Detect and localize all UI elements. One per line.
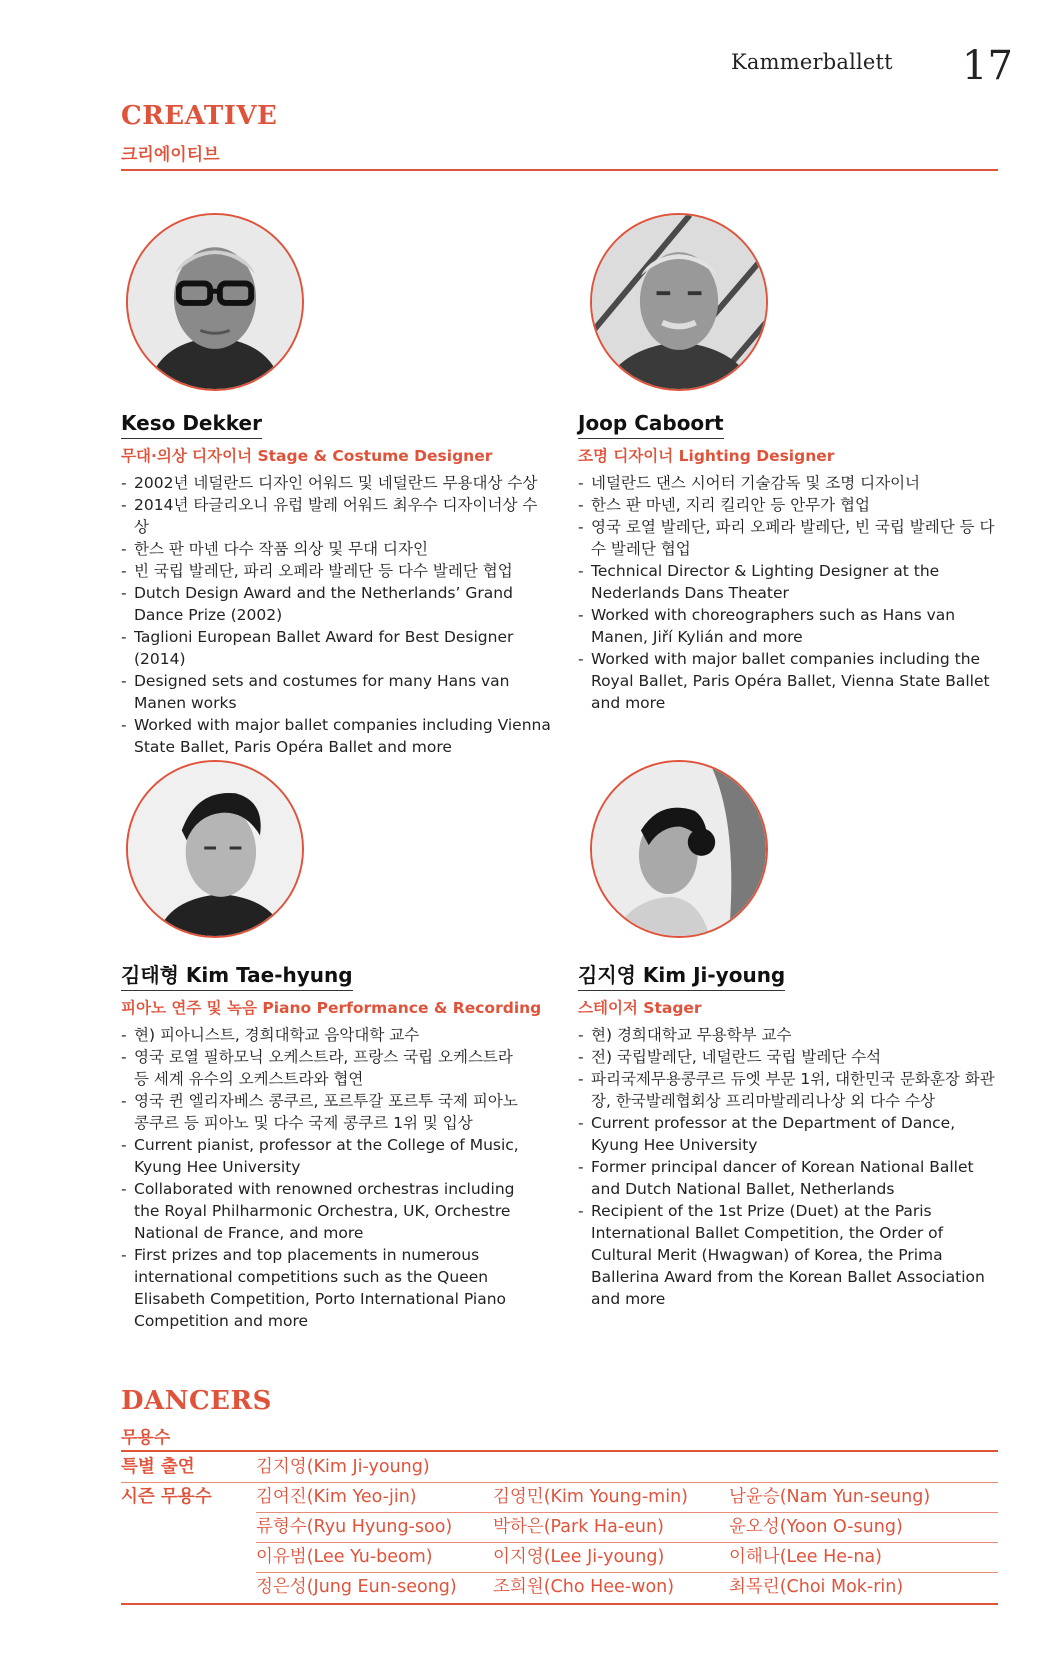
bio-item: - Collaborated with renowned orchestras including the Royal Philharmonic Orchestra, UK, Orchestre National de France, and more xyxy=(121,1178,521,1244)
person-bio-list xyxy=(121,1024,521,1332)
person-role: 스테이저 Stager xyxy=(578,999,702,1017)
dancer-name: 조희원(Cho Hee-won) xyxy=(493,1577,675,1597)
dancer-row-special xyxy=(121,1452,998,1482)
dancer-name: 최목린(Choi Mok-rin) xyxy=(729,1577,904,1597)
page-number: 17 xyxy=(962,43,1013,89)
bio-item: - Dutch Design Award and the Netherlands’ Grand Dance Prize (2002) xyxy=(121,582,551,626)
dancer-name: 김지영(Kim Ji-young) xyxy=(256,1457,430,1477)
bio-item: - 영국 로열 발레단, 파리 오페라 발레단, 빈 국립 발레단 등 다수 발레단 협업 xyxy=(578,516,1003,560)
person-bio-list xyxy=(121,472,551,758)
dancer-row-season-1 xyxy=(121,1482,998,1512)
person-bio-list xyxy=(578,472,1003,714)
person-name: Keso Dekker xyxy=(121,410,262,439)
bio-item: - 한스 판 마넨, 지리 킬리안 등 안무가 협업 xyxy=(578,494,1003,516)
kim-tae-hyung-portrait xyxy=(126,760,304,938)
dancers-title: DANCERS xyxy=(121,1386,272,1416)
person-name: 김태형 Kim Tae-hyung xyxy=(121,962,353,991)
person-kim-tae-hyung xyxy=(121,962,551,1332)
person-name: 김지영 Kim Ji-young xyxy=(578,962,785,991)
keso-dekker-portrait xyxy=(126,213,304,391)
bio-item: - Current pianist, professor at the College of Music, Kyung Hee University xyxy=(121,1134,521,1178)
bio-item: - 파리국제무용콩쿠르 듀엣 부문 1위, 대한민국 문화훈장 화관장, 한국발레협회상 프리마발레리나상 외 다수 수상 xyxy=(578,1068,1006,1112)
bio-item: - 현) 경희대학교 무용학부 교수 xyxy=(578,1024,1006,1046)
bio-item: - 한스 판 마넨 다수 작품 의상 및 무대 디자인 xyxy=(121,538,551,560)
bio-item: - 전) 국립발레단, 네덜란드 국립 발레단 수석 xyxy=(578,1046,1006,1068)
bio-item: - 현) 피아니스트, 경희대학교 음악대학 교수 xyxy=(121,1024,521,1046)
creative-rule xyxy=(121,169,998,171)
person-role: 피아노 연주 및 녹음 Piano Performance & Recording xyxy=(121,999,542,1017)
bio-item: - Former principal dancer of Korean National Ballet and Dutch National Ballet, Netherlands xyxy=(578,1156,1006,1200)
bio-item: - Worked with major ballet companies including the Royal Ballet, Paris Opéra Ballet, Vienna State Ballet and more xyxy=(578,648,1003,714)
bio-item: - 2002년 네덜란드 디자인 어워드 및 네덜란드 무용대상 수상 xyxy=(121,472,551,494)
dancer-row-label: 시즌 무용수 xyxy=(121,1487,212,1507)
dancer-row-season-3 xyxy=(121,1542,998,1572)
bio-item: - 네덜란드 댄스 시어터 기술감독 및 조명 디자이너 xyxy=(578,472,1003,494)
person-role: 무대·의상 디자이너 Stage & Costume Designer xyxy=(121,447,493,465)
dancer-name: 이해나(Lee He-na) xyxy=(729,1547,882,1567)
dancer-name: 이유범(Lee Yu-beom) xyxy=(256,1547,433,1567)
bio-item: - Worked with major ballet companies including Vienna State Ballet, Paris Opéra Ballet and more xyxy=(121,714,551,758)
brand-name: Kammerballett xyxy=(731,50,893,74)
person-joop-caboort xyxy=(578,410,1003,714)
dancer-row-label: 특별 출연 xyxy=(121,1457,195,1477)
person-kim-ji-young xyxy=(578,962,1006,1310)
bio-item: - 영국 로열 필하모닉 오케스트라, 프랑스 국립 오케스트라 등 세계 유수의 오케스트라와 협연 xyxy=(121,1046,521,1090)
bio-item: - Recipient of the 1st Prize (Duet) at the Paris International Ballet Competition, the Order of Cultural Merit (Hwagwan) of Korea, the Prima Ballerina Award from the Korean Ballet Association and more xyxy=(578,1200,1006,1310)
person-bio-list xyxy=(578,1024,1006,1310)
dancer-row-season-2 xyxy=(121,1512,998,1542)
person-role: 조명 디자이너 Lighting Designer xyxy=(578,447,835,465)
creative-title: CREATIVE xyxy=(121,101,278,131)
bio-item: - Worked with choreographers such as Hans van Manen, Jiří Kylián and more xyxy=(578,604,1003,648)
dancer-name: 윤오성(Yoon O-sung) xyxy=(729,1517,903,1537)
dancers-subtitle: 무용수 xyxy=(121,1428,171,1448)
bio-item: - Taglioni European Ballet Award for Best Designer (2014) xyxy=(121,626,551,670)
dancer-name: 김여진(Kim Yeo-jin) xyxy=(256,1487,417,1507)
dancer-name: 남윤승(Nam Yun-seung) xyxy=(729,1487,931,1507)
dancer-name: 김영민(Kim Young-min) xyxy=(493,1487,688,1507)
dancer-row-season-4 xyxy=(121,1572,998,1602)
kim-ji-young-portrait xyxy=(590,760,768,938)
bio-item: - Current professor at the Department of Dance, Kyung Hee University xyxy=(578,1112,1006,1156)
joop-caboort-portrait xyxy=(590,213,768,391)
dancer-name: 이지영(Lee Ji-young) xyxy=(493,1547,665,1567)
bio-item: - 영국 퀸 엘리자베스 콩쿠르, 포르투갈 포르투 국제 피아노 콩쿠르 등 피아노 및 다수 국제 콩쿠르 1위 및 입상 xyxy=(121,1090,521,1134)
dancer-name: 정은성(Jung Eun-seong) xyxy=(256,1577,457,1597)
person-keso-dekker xyxy=(121,410,551,758)
dancer-name: 박하은(Park Ha-eun) xyxy=(493,1517,664,1537)
person-name: Joop Caboort xyxy=(578,410,724,439)
bio-item: - Technical Director & Lighting Designer at the Nederlands Dans Theater xyxy=(578,560,1003,604)
bio-item: - 빈 국립 발레단, 파리 오페라 발레단 등 다수 발레단 협업 xyxy=(121,560,551,582)
bio-item: - First prizes and top placements in numerous international competitions such as the Queen Elisabeth Competition, Porto International Piano Competition and more xyxy=(121,1244,521,1332)
dancer-name: 류형수(Ryu Hyung-soo) xyxy=(256,1517,453,1537)
bio-item: - Designed sets and costumes for many Hans van Manen works xyxy=(121,670,551,714)
creative-subtitle: 크리에이티브 xyxy=(121,145,220,165)
dancers-rule-bottom xyxy=(121,1603,998,1605)
bio-item: - 2014년 타글리오니 유럽 발레 어워드 최우수 디자이너상 수상 xyxy=(121,494,551,538)
